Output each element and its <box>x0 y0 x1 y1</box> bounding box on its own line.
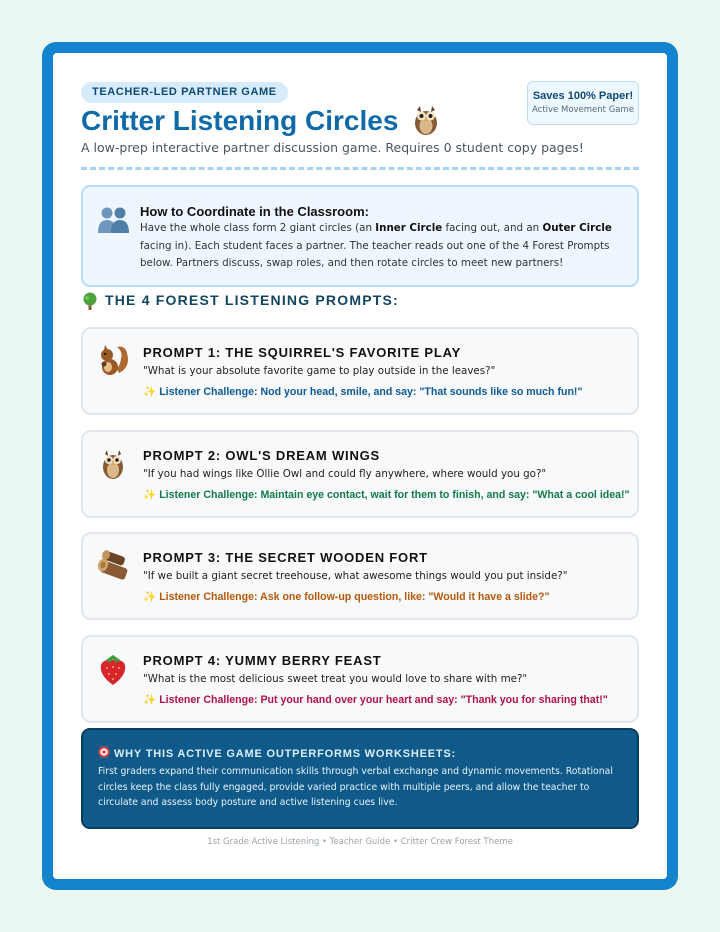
paper-badge <box>527 81 639 125</box>
page-title-text: Critter Listening Circles <box>81 105 399 136</box>
footer: 1st Grade Active Listening • Teacher Guide • Critter Crew Forest Theme <box>207 837 513 847</box>
owl-icon <box>95 446 131 482</box>
page-title <box>81 104 440 137</box>
why-title: WHY THIS ACTIVE GAME OUTPERFORMS WORKSHEETS: <box>98 746 456 760</box>
sparkle-icon: ✨ <box>143 591 157 603</box>
sparkle-icon: ✨ <box>143 489 157 501</box>
prompt-card <box>81 327 639 415</box>
page-subtitle: A low-prep interactive partner discussion game. Requires 0 student copy pages! <box>81 140 584 155</box>
why-text: First graders expand their communication skills through verbal exchange and dynamic movements. Rotational circles keep the class fully engaged, provide varied practice with multiple peers, and allow the teacher to circulate and assess body posture and active listening cues live. <box>98 766 613 808</box>
prompt-question: "If you had wings like Ollie Owl and could fly anywhere, where would you go?" <box>143 468 547 480</box>
tree-icon <box>81 292 99 310</box>
why-box <box>81 728 639 829</box>
prompt-question: "What is the most delicious sweet treat you would love to share with me?" <box>143 673 528 685</box>
squirrel-icon <box>95 343 131 379</box>
listener-challenge: ✨ Listener Challenge: Nod your head, smile, and say: "That sounds like so much fun!" <box>143 386 583 398</box>
prompt-title: PROMPT 2: OWL'S DREAM WINGS <box>143 448 381 463</box>
sparkle-icon: ✨ <box>143 386 157 398</box>
prompt-card <box>81 532 639 620</box>
listener-challenge: ✨ Listener Challenge: Ask one follow-up question, like: "Would it have a slide?" <box>143 591 550 603</box>
listener-challenge: ✨ Listener Challenge: Maintain eye contact, wait for them to finish, and say: "What a cool idea!" <box>143 489 630 501</box>
header-tag: TEACHER-LED PARTNER GAME <box>81 82 288 103</box>
listener-challenge: ✨ Listener Challenge: Put your hand over your heart and say: "Thank you for sharing that!" <box>143 694 608 706</box>
coordination-title: How to Coordinate in the Classroom: <box>140 204 369 219</box>
section-heading <box>81 292 399 312</box>
owl-icon <box>412 104 440 136</box>
prompt-title: PROMPT 3: THE SECRET WOODEN FORT <box>143 550 428 565</box>
people-icon <box>97 205 131 235</box>
prompt-question: "If we built a giant secret treehouse, what awesome things would you put inside?" <box>143 570 568 582</box>
prompt-question: "What is your absolute favorite game to play outside in the leaves?" <box>143 365 496 377</box>
wood-log-icon <box>95 548 131 584</box>
prompt-card <box>81 430 639 518</box>
prompt-title: PROMPT 4: YUMMY BERRY FEAST <box>143 653 382 668</box>
badge-subtitle: Active Movement Game <box>531 105 635 115</box>
strawberry-icon <box>95 651 131 687</box>
target-icon <box>98 746 110 758</box>
inner-circle-label: Inner Circle <box>375 222 443 234</box>
prompt-title: PROMPT 1: THE SQUIRREL'S FAVORITE PLAY <box>143 345 462 360</box>
outer-circle-label: Outer Circle <box>542 222 612 234</box>
coordination-text: Have the whole class form 2 giant circles (an Inner Circle facing out, and an Outer Circle facing in). Each student faces a partner. The teacher reads out one of the 4 Forest Prompts below. Partners discuss, swap roles, and then rotate circles to meet new partners! <box>140 222 612 269</box>
section-title: THE 4 FOREST LISTENING PROMPTS: <box>105 292 399 308</box>
prompt-card <box>81 635 639 723</box>
sparkle-icon: ✨ <box>143 694 157 706</box>
badge-title: Saves 100% Paper! <box>532 90 634 102</box>
dashed-divider <box>81 167 639 170</box>
coordination-box <box>81 185 639 287</box>
